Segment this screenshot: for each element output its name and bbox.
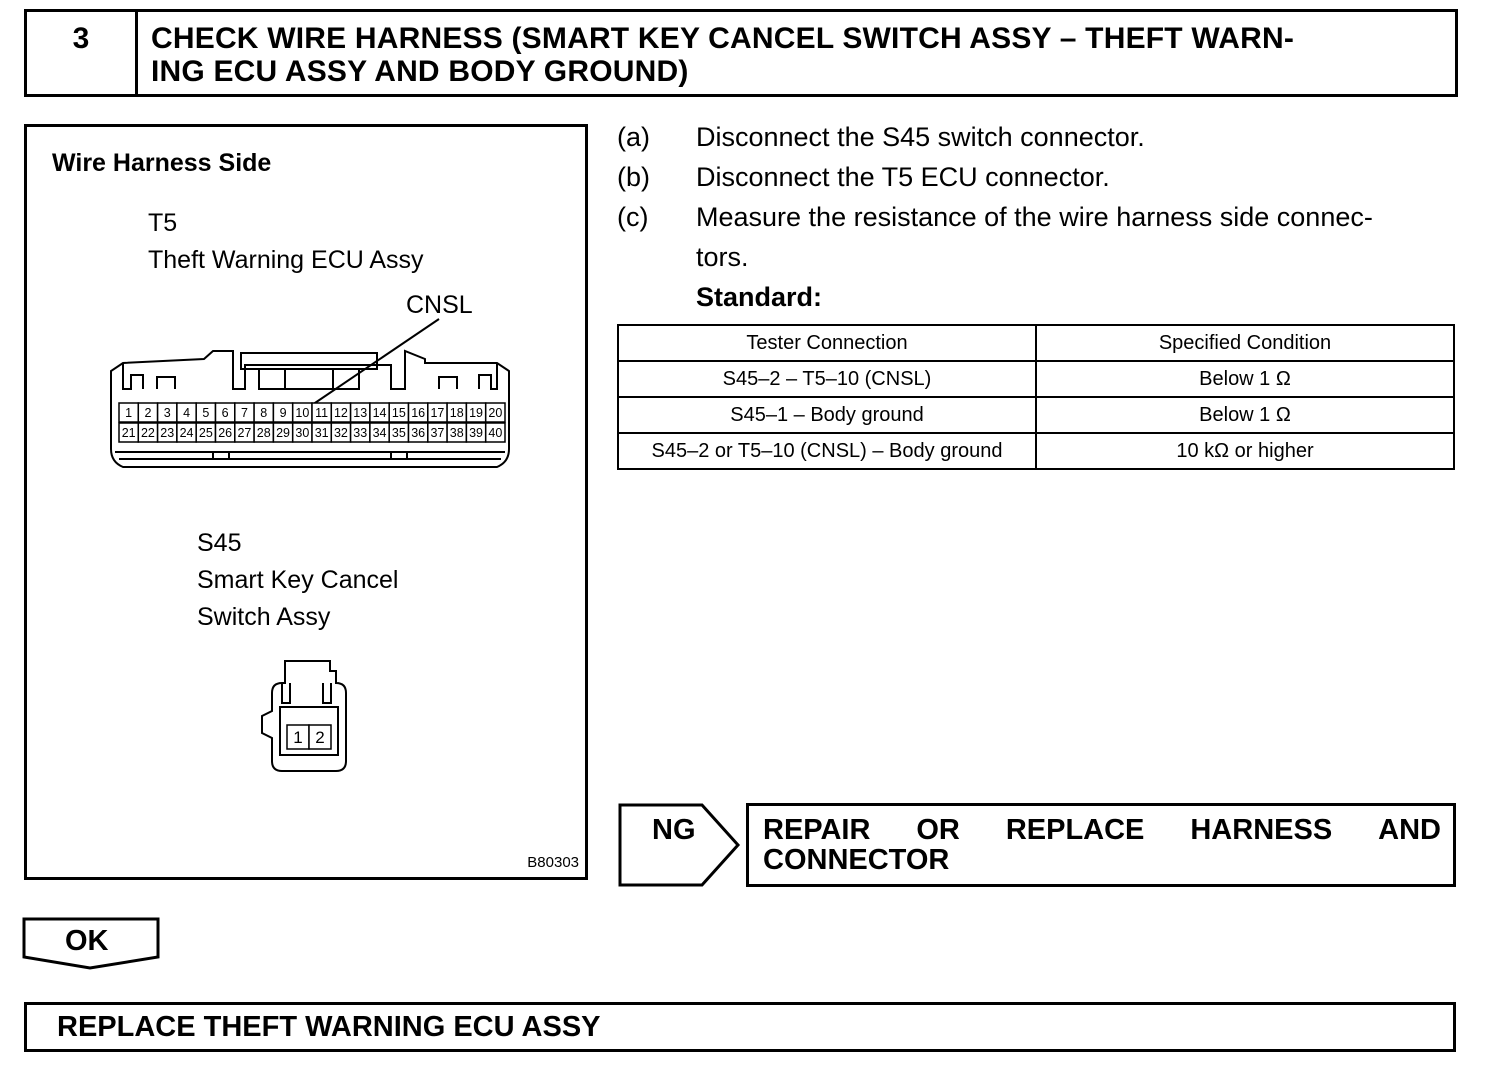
connector-pin-label: 20	[488, 406, 503, 420]
connector-pin	[177, 403, 196, 422]
connector-pin	[370, 403, 389, 422]
connector-pin-label: 5	[202, 406, 210, 420]
connector-pin	[331, 403, 350, 422]
ok-action-text: REPLACE THEFT WARNING ECU ASSY	[57, 1011, 601, 1043]
connector-pin	[254, 423, 273, 442]
connector-pin-label: 30	[295, 426, 310, 440]
step-c-label: (c)	[617, 202, 649, 232]
spec-cell-condition: 10 kΩ or higher	[1036, 433, 1454, 469]
connector-pin	[428, 423, 447, 442]
step-c	[617, 202, 1457, 242]
step-title	[151, 22, 1441, 88]
connector-pin	[177, 423, 196, 442]
connector-pin	[389, 403, 408, 422]
spec-table	[617, 324, 1455, 470]
connector-pin	[216, 423, 235, 442]
connector-pin	[196, 403, 215, 422]
connector-pin	[486, 403, 505, 422]
connector-pin-label: 2	[144, 406, 152, 420]
spec-cell-connection: S45–1 – Body ground	[618, 397, 1036, 433]
connector-pin	[409, 403, 428, 422]
connector-pin-label: 17	[430, 406, 445, 420]
connector-pin-label: 32	[333, 426, 348, 440]
connector-pin-label: 11	[315, 406, 329, 420]
connector-pin	[119, 403, 138, 422]
figure-id: B80303	[527, 854, 579, 871]
step-a-text: Disconnect the S45 switch connector.	[696, 122, 1145, 152]
connector-pin	[287, 725, 309, 749]
connector-pin	[428, 403, 447, 422]
connector-pin	[309, 725, 331, 749]
connector-pin-label: 40	[488, 426, 503, 440]
ecu-connector-drawing	[27, 127, 585, 877]
diagram-heading: Wire Harness Side	[52, 149, 272, 177]
connector-pin-label: 28	[256, 426, 271, 440]
connector-pin-label: 26	[218, 426, 233, 440]
connector-pin	[293, 423, 312, 442]
connector-pin-label: 10	[295, 406, 310, 420]
ng-action-word: HARNESS	[1190, 814, 1333, 846]
switch-pin-grid	[287, 725, 331, 749]
connector-pin-label: 15	[391, 406, 406, 420]
connector-pin	[312, 403, 331, 422]
step-c-text-continued: tors.	[696, 242, 749, 272]
connector-pin	[196, 423, 215, 442]
connector-pin-label: 18	[449, 406, 464, 420]
connector-pin-label: 24	[179, 426, 194, 440]
spec-header-condition: Specified Condition	[1036, 325, 1454, 361]
connector-pin	[486, 423, 505, 442]
connector-pin-label: 25	[198, 426, 213, 440]
step-number: 3	[27, 12, 138, 94]
step-c-text: Measure the resistance of the wire harness side connec-	[696, 202, 1373, 232]
connector-pin	[235, 423, 254, 442]
connector-pin-label: 2	[315, 728, 325, 748]
connector-pin-label: 29	[276, 426, 291, 440]
connector-pin-label: 12	[333, 406, 348, 420]
ok-label: OK	[65, 925, 109, 957]
ng-label: NG	[652, 814, 696, 846]
connector-pin	[138, 403, 157, 422]
connector-pin	[447, 403, 466, 422]
ng-action-word: OR	[916, 814, 960, 846]
connector-pin-label: 36	[411, 426, 426, 440]
spec-table-header-row	[618, 325, 1454, 361]
switch-connector-label	[197, 525, 398, 636]
connector-pin	[254, 403, 273, 422]
connector-pin-label: 37	[430, 426, 445, 440]
connector-pin	[409, 423, 428, 442]
connector-pin-label: 8	[260, 406, 268, 420]
connector-pin-label: 4	[183, 406, 191, 420]
connector-pin-label: 34	[372, 426, 387, 440]
spec-cell-connection: S45–2 or T5–10 (CNSL) – Body ground	[618, 433, 1036, 469]
switch-connector-outline	[262, 661, 346, 771]
step-b-text: Disconnect the T5 ECU connector.	[696, 162, 1110, 192]
connector-pin	[389, 423, 408, 442]
connector-pin	[119, 423, 138, 442]
connector-pin-label: 9	[279, 406, 287, 420]
connector-pin-label: 31	[314, 426, 329, 440]
ng-action-word: REPAIR	[763, 814, 871, 846]
connector-pin	[447, 423, 466, 442]
ng-action-word: AND	[1378, 814, 1441, 846]
connector-pin-label: 27	[237, 426, 252, 440]
step-title-line1: CHECK WIRE HARNESS (SMART KEY CANCEL SWITCH ASSY – THEFT WARN-	[151, 22, 1295, 55]
step-b-label: (b)	[617, 162, 650, 192]
ecu-connector-code: T5	[148, 209, 178, 237]
table-row	[618, 361, 1454, 397]
connector-pin	[293, 403, 312, 422]
connector-pin-label: 21	[121, 426, 136, 440]
step-b	[617, 162, 1457, 202]
connector-pin-label: 1	[293, 728, 303, 748]
step-title-line2: ING ECU ASSY AND BODY GROUND)	[151, 55, 689, 88]
connector-pin-label: 19	[469, 406, 484, 420]
ecu-pin-grid	[119, 403, 505, 442]
table-row	[618, 397, 1454, 433]
connector-diagram-panel	[24, 124, 588, 880]
cnsl-callout-label: CNSL	[406, 291, 473, 319]
connector-pin	[216, 403, 235, 422]
connector-pin-label: 22	[140, 426, 155, 440]
spec-header-tester: Tester Connection	[618, 325, 1036, 361]
ok-action-box	[24, 1002, 1456, 1052]
connector-pin	[312, 423, 331, 442]
connector-pin-label: 39	[469, 426, 484, 440]
connector-pin	[351, 423, 370, 442]
connector-pin-label: 33	[353, 426, 368, 440]
ng-action-box	[746, 803, 1456, 887]
step-a-label: (a)	[617, 122, 650, 152]
connector-pin	[235, 403, 254, 422]
spec-cell-condition: Below 1 Ω	[1036, 361, 1454, 397]
table-row	[618, 433, 1454, 469]
connector-pin-label: 7	[240, 406, 248, 420]
ng-action-word: REPLACE	[1005, 814, 1145, 846]
switch-connector-name-line1: Smart Key Cancel	[197, 566, 399, 594]
connector-pin	[273, 423, 292, 442]
connector-pin-label: 35	[391, 426, 406, 440]
step-a	[617, 122, 1457, 162]
standard-label: Standard:	[696, 282, 823, 312]
connector-pin	[138, 423, 157, 442]
ng-action-line2: CONNECTOR	[763, 844, 950, 876]
connector-pin-label: 14	[372, 406, 387, 420]
connector-pin	[351, 403, 370, 422]
connector-pin	[466, 423, 485, 442]
connector-pin-label: 23	[160, 426, 175, 440]
connector-pin	[158, 423, 177, 442]
connector-pin-label: 16	[411, 406, 426, 420]
step-header	[24, 9, 1458, 97]
spec-cell-condition: Below 1 Ω	[1036, 397, 1454, 433]
connector-pin	[158, 403, 177, 422]
connector-pin	[370, 423, 389, 442]
connector-pin	[466, 403, 485, 422]
switch-connector-code: S45	[197, 529, 242, 557]
connector-pin-label: 1	[125, 406, 133, 420]
spec-cell-connection: S45–2 – T5–10 (CNSL)	[618, 361, 1036, 397]
connector-pin	[331, 423, 350, 442]
ng-action-line1	[763, 815, 1441, 845]
connector-pin-label: 13	[353, 406, 368, 420]
connector-pin-label: 3	[163, 406, 171, 420]
connector-pin-label: 6	[221, 406, 229, 420]
connector-pin-label: 38	[449, 426, 464, 440]
switch-connector-name-line2: Switch Assy	[197, 603, 331, 631]
ecu-connector-name: Theft Warning ECU Assy	[148, 246, 424, 274]
connector-pin	[273, 403, 292, 422]
